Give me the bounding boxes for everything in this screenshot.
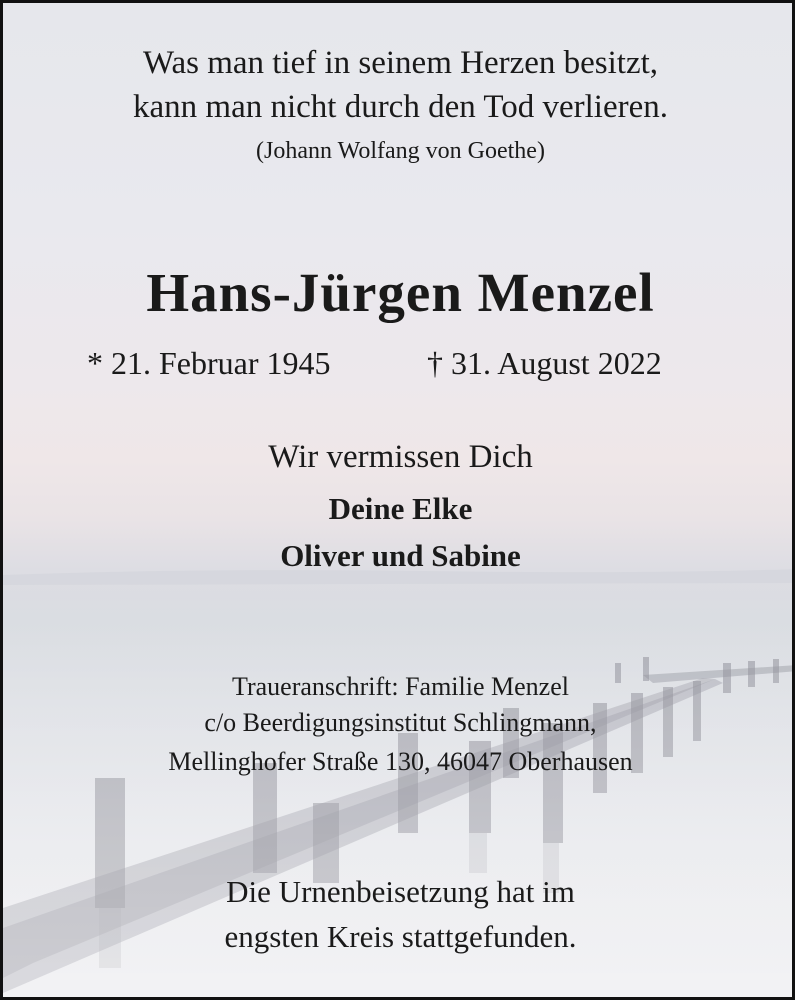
birth-date: * 21. Februar 1945 [87,345,331,381]
mourner-line-2: Oliver und Sabine [280,538,521,573]
quote-author: (Johann Wolfang von Goethe) [256,138,545,164]
address-line-1: Traueranschrift: Familie Menzel [232,672,569,701]
deceased-name: Hans-Jürgen Menzel [146,262,655,323]
quote-line-2: kann man nicht durch den Tod verlieren. [133,89,668,125]
mourners-intro: Wir vermissen Dich [268,439,533,475]
mourner-line-1: Deine Elke [328,491,473,526]
burial-note-line-1: Die Urnenbeisetzung hat im [226,874,575,909]
address-line-2: c/o Beerdigungsinstitut Schlingmann, [204,708,597,737]
quote-line-1: Was man tief in seinem Herzen besitzt, [142,45,659,81]
death-date: † 31. August 2022 [427,345,662,381]
address-line-3: Mellinghofer Straße 130, 46047 Oberhausen [168,747,633,776]
burial-note-line-2: engsten Kreis stattgefunden. [224,919,577,954]
